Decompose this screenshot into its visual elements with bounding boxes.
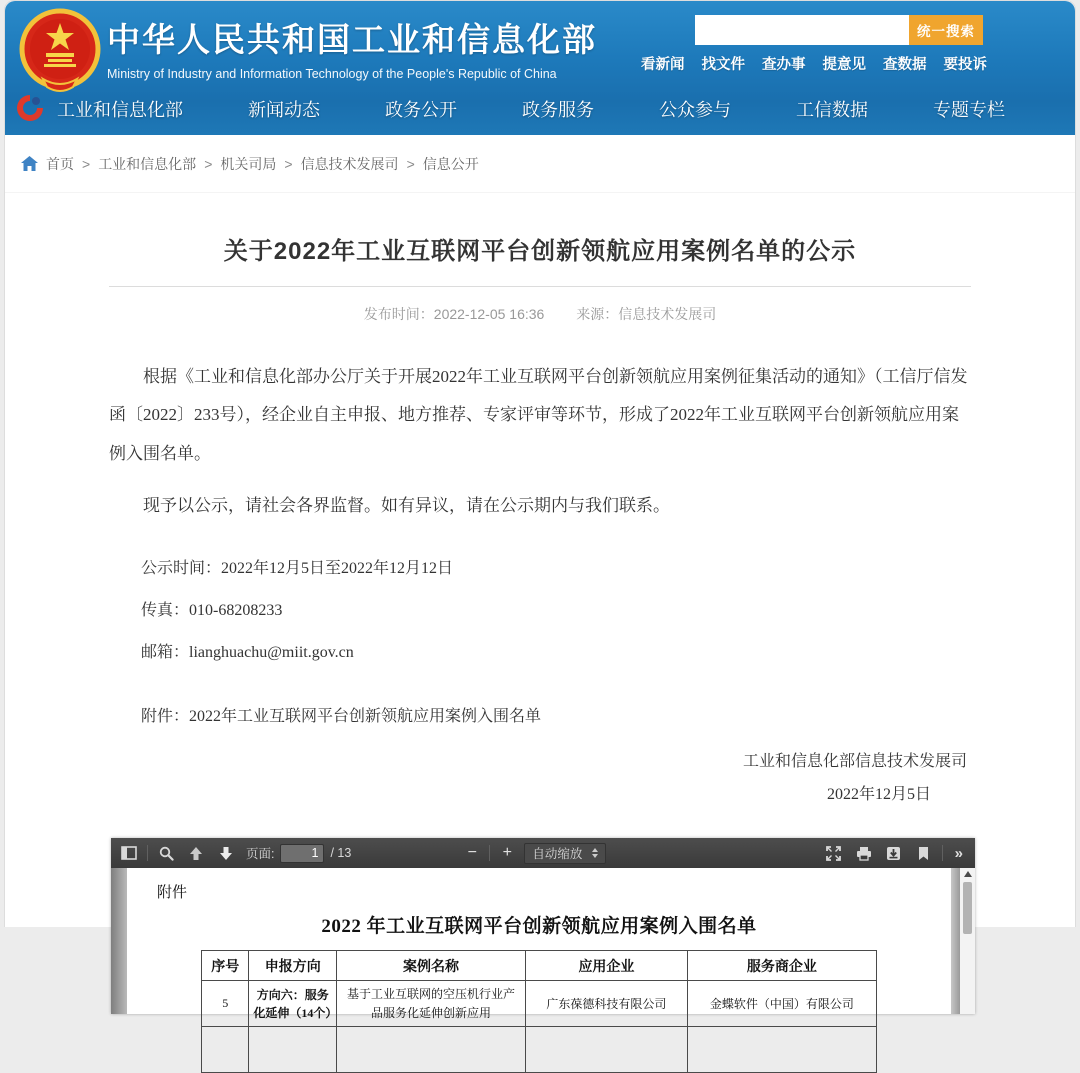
zoom-scale-select[interactable] (524, 843, 606, 864)
quick-links (641, 53, 987, 74)
bookmark-icon[interactable] (912, 841, 936, 865)
find-icon[interactable] (154, 841, 178, 865)
pdf-right-margin (951, 868, 960, 1014)
title-divider (109, 286, 971, 287)
toolbar-right-group (822, 841, 969, 865)
pdf-toolbar (111, 838, 975, 868)
article-title: 关于2022年工业互联网平台创新领航应用案例名单的公示 (223, 238, 857, 265)
header-case-name: 案例名称 (337, 951, 526, 981)
header-provider-company: 服务商企业 (687, 951, 876, 981)
crumb-info-disclosure[interactable]: 信息公开 (422, 155, 479, 172)
toolbar-separator (489, 845, 490, 861)
crumb-separator: > (284, 155, 293, 172)
sidebar-toggle-icon[interactable] (117, 841, 141, 865)
zoom-scale-value: 自动缩放 (532, 847, 583, 862)
article-meta (109, 304, 971, 324)
header-serial: 序号 (202, 951, 249, 981)
home-icon[interactable] (21, 156, 38, 171)
pdf-viewer (111, 838, 975, 1020)
crumb-ministry[interactable]: 工业和信息化部 (98, 155, 197, 172)
cell-serial: 5 (202, 981, 249, 1027)
doc-table (201, 950, 877, 1073)
quick-link-complaint[interactable]: 要投诉 (943, 57, 987, 73)
crumb-home[interactable]: 首页 (46, 155, 74, 172)
paragraph-notice: 现予以公示，请社会各界监督。如有异议，请在公示期内与我们联系。 (143, 495, 670, 515)
quick-link-services[interactable]: 查办事 (762, 57, 806, 73)
scrollbar-thumb[interactable] (963, 882, 972, 934)
zoom-in-button[interactable]: + (502, 844, 513, 862)
site-title: 中华人民共和国工业和信息化部 (107, 21, 597, 58)
select-updown-icon (592, 848, 598, 858)
header-direction: 申报方向 (249, 951, 337, 981)
pdf-body (111, 868, 975, 1020)
site-subtitle: Ministry of Industry and Information Technology of the People's Republic of China (107, 67, 557, 81)
header-application-company: 应用企业 (525, 951, 687, 981)
quick-link-news[interactable]: 看新闻 (641, 57, 685, 73)
search-input[interactable] (695, 15, 909, 45)
nav-item-gov-service[interactable]: 政务服务 (522, 100, 594, 120)
pdf-scrollbar[interactable] (960, 868, 975, 1014)
paragraph-basis: 根据《工业和信息化部办公厅关于开展2022年工业互联网平台创新领航应用案例征集活动的通知》（工信厅信发函〔2022〕233号），经企业自主申报、地方推荐、专家评审等环节，形成了2022年工业互联网平台创新领航应用案例入围名单。 (109, 367, 968, 463)
table-row (202, 981, 877, 1027)
source-label: 来源：信息技术发展司 (576, 306, 717, 322)
nav-item-news[interactable]: 新闻动态 (248, 100, 320, 120)
attachment-link[interactable]: 附件：2022年工业互联网平台创新领航应用案例入围名单 (141, 708, 542, 726)
more-tools-button[interactable]: » (954, 844, 963, 862)
notice-period-line: 公示时间：2022年12月5日至2022年12月12日 (141, 560, 454, 577)
page-number-label: 页面: (246, 847, 275, 862)
pdf-left-margin (111, 868, 127, 1014)
toolbar-separator (942, 845, 943, 861)
print-icon[interactable] (852, 841, 876, 865)
nav-item-topics[interactable]: 专题专栏 (933, 100, 1005, 120)
brand-block (107, 14, 597, 81)
crumb-separator: > (406, 155, 415, 172)
presentation-mode-icon[interactable] (822, 841, 846, 865)
nav-item-gov-open[interactable]: 政务公开 (385, 100, 457, 120)
signature-date: 2022年12月5日 (826, 786, 931, 804)
page-container (4, 0, 1076, 1020)
scroll-up-icon[interactable] (964, 871, 972, 877)
crumb-it-development[interactable]: 信息技术发展司 (300, 155, 399, 172)
search-area (695, 15, 983, 45)
zoom-out-button[interactable]: − (467, 844, 478, 862)
zoom-controls (461, 843, 606, 864)
doc-table-title: 2022 年工业互联网平台创新领航应用案例入围名单 (321, 916, 757, 938)
breadcrumb (5, 135, 1075, 193)
crumb-departments[interactable]: 机关司局 (220, 155, 277, 172)
cell-application-company: 广东葆德科技有限公司 (525, 981, 687, 1027)
cell-case-name: 基于工业互联网的空压机行业产品服务化延伸创新应用 (337, 981, 526, 1027)
page-total: / 13 (330, 846, 352, 861)
table-header-row (202, 951, 877, 981)
toolbar-separator (147, 845, 148, 861)
site-header (5, 1, 1075, 135)
article (5, 231, 1075, 804)
cell-provider-company: 金蝶软件（中国）有限公司 (687, 981, 876, 1027)
nav-item-data[interactable]: 工信数据 (796, 100, 868, 120)
nav-item-participation[interactable]: 公众参与 (659, 100, 731, 120)
miit-swirl-icon (15, 93, 45, 123)
crumb-separator: > (204, 155, 213, 172)
unified-search-button[interactable]: 统一搜索 (909, 15, 983, 45)
quick-link-files[interactable]: 找文件 (701, 57, 745, 73)
doc-attachment-label: 附件 (157, 885, 188, 902)
quick-link-data[interactable]: 查数据 (883, 57, 927, 73)
email-line: 邮箱：lianghuachu@miit.gov.cn (141, 643, 354, 661)
signature-department: 工业和信息化部信息技术发展司 (742, 753, 967, 771)
page-up-icon[interactable] (184, 841, 208, 865)
fax-line: 传真：010-68208233 (141, 601, 283, 619)
table-row (202, 1027, 877, 1073)
crumb-separator: > (82, 155, 91, 172)
download-icon[interactable] (882, 841, 906, 865)
publish-time: 发布时间：2022-12-05 16:36 (363, 306, 545, 322)
nav-item-ministry[interactable]: 工业和信息化部 (57, 100, 183, 120)
page-number-input[interactable] (280, 844, 324, 863)
pdf-page (127, 868, 951, 1020)
cell-direction: 方向六：服务化延伸（14个） (249, 981, 337, 1027)
page-down-icon[interactable] (214, 841, 238, 865)
main-nav (5, 83, 1075, 135)
quick-link-feedback[interactable]: 提意见 (822, 57, 866, 73)
